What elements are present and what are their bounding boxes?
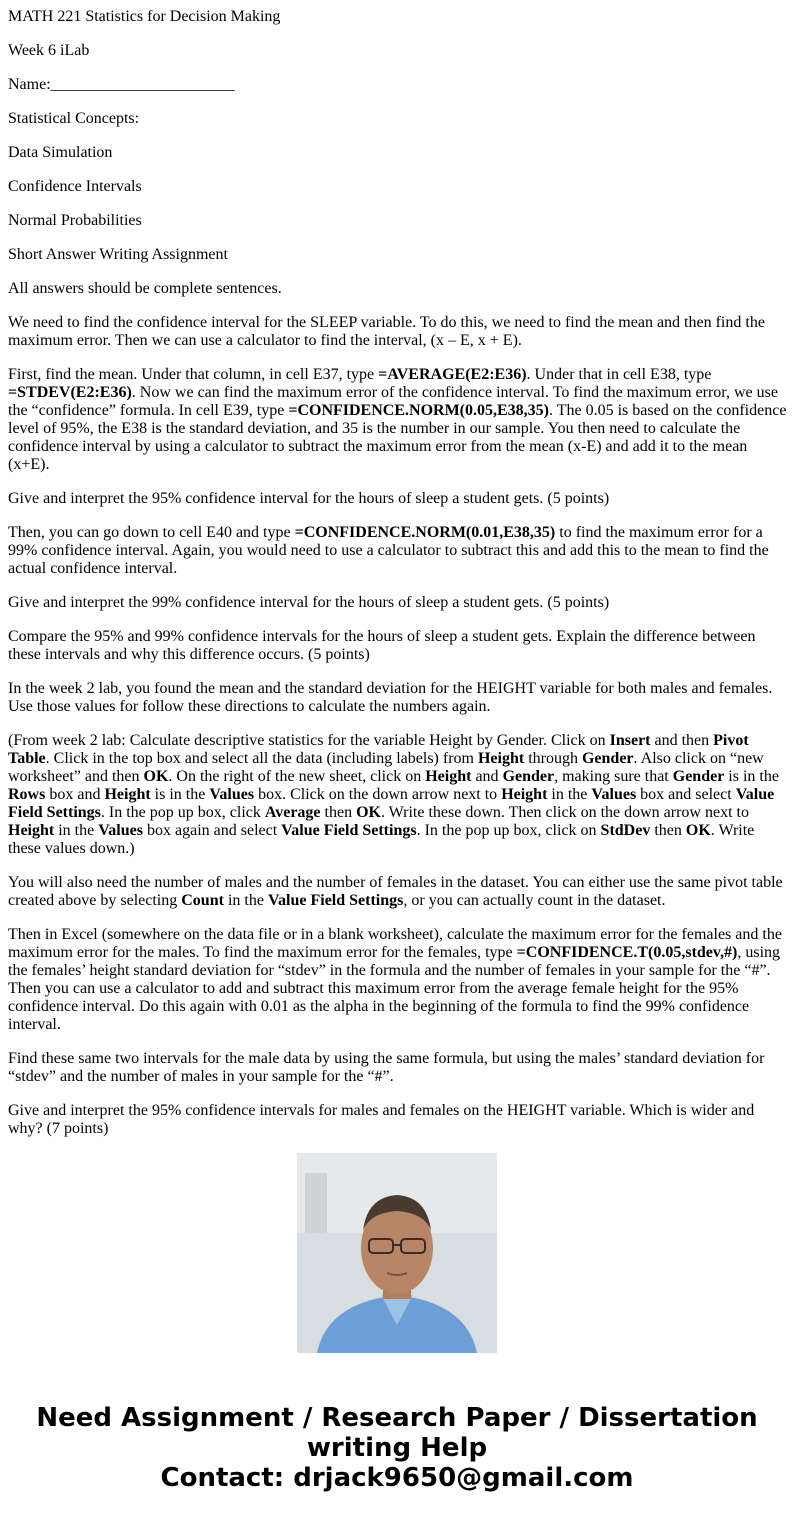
course-title: MATH 221 Statistics for Decision Making xyxy=(8,8,281,25)
bold-term: Values xyxy=(209,786,255,803)
text: box again and select xyxy=(142,822,282,839)
text: in the xyxy=(54,822,99,839)
text: box and select xyxy=(636,786,736,803)
promo-banner xyxy=(0,1403,794,1493)
bold-term: Value Field Settings xyxy=(8,786,775,821)
paragraph-week2: In the week 2 lab, you found the mean and the standard deviation for the HEIGHT variable for both males and females. Use those values for follow these directions to calculate the numbers again. xyxy=(8,680,773,715)
text: is in the xyxy=(724,768,779,785)
text: , using the females’ height standard deviation for “stdev” in the formula and the number of females in your sample for the “#”. Then you can use a calculator to add and subtract this maximum error from the average female height for the 95% confidence interval. Do this again with 0.01 as the alpha in the beginning of the formula to find the 99% confidence interval. xyxy=(8,944,781,1033)
bold-term: Height xyxy=(425,768,472,785)
question-compare: Compare the 95% and 99% confidence intervals for the hours of sleep a student gets. Explain the difference between these intervals and why this difference occurs. (5 points) xyxy=(8,628,756,663)
concept-item: Short Answer Writing Assignment xyxy=(8,246,228,263)
bold-term: Pivot Table xyxy=(8,732,749,767)
text: . In the pop up box, click on xyxy=(416,822,601,839)
concept-item: Data Simulation xyxy=(8,144,113,161)
bold-term: Value Field Settings xyxy=(281,822,417,839)
bold-term: OK xyxy=(356,804,381,821)
text: in the xyxy=(547,786,592,803)
formula: =CONFIDENCE.T(0.05,stdev,#) xyxy=(516,944,738,961)
promo-contact: Contact: drjack9650@gmail.com xyxy=(160,1463,634,1493)
formula: =AVERAGE(E2:E36) xyxy=(378,366,527,383)
text: . On the right of the new sheet, click on xyxy=(168,768,426,785)
text: and then xyxy=(650,732,714,749)
bold-term: Height xyxy=(8,822,55,839)
formula: =STDEV(E2:E36) xyxy=(8,384,132,401)
portrait-illustration xyxy=(297,1153,497,1353)
question-height: Give and interpret the 95% confidence intervals for males and females on the HEIGHT variable. Which is wider and why? (7 points) xyxy=(8,1102,755,1137)
bold-term: Count xyxy=(181,892,224,909)
bold-term: Gender xyxy=(672,768,725,785)
promo-line: writing Help xyxy=(306,1433,488,1463)
bold-term: Height xyxy=(501,786,548,803)
text: . Click in the top box and select all the data (including labels) from xyxy=(45,750,478,767)
text: . Under that in cell E38, type xyxy=(526,366,712,383)
concept-item: Confidence Intervals xyxy=(8,178,142,195)
text: then xyxy=(650,822,686,839)
bold-term: Gender xyxy=(502,768,555,785)
document-body xyxy=(8,0,787,1137)
text: You will also need the number of males and the number of females in the dataset. You can either use the same pivot table created above by selecting xyxy=(8,874,783,909)
text: , making sure that xyxy=(554,768,673,785)
bold-term: Values xyxy=(591,786,637,803)
author-avatar xyxy=(297,1153,497,1353)
paragraph-count xyxy=(8,874,787,910)
text: First, find the mean. Under that column, in cell E37, type xyxy=(8,366,379,383)
instruction-all-answers: All answers should be complete sentences. xyxy=(8,280,282,297)
bold-term: Value Field Settings xyxy=(267,892,404,909)
paragraph-intro: We need to find the confidence interval for the SLEEP variable. To do this, we need to find the mean and then find the maximum error. Then we can use a calculator to find the interval, (x – E, x + E). xyxy=(8,314,765,349)
bold-term: Insert xyxy=(609,732,651,749)
paragraph-male: Find these same two intervals for the male data by using the same formula, but using the males’ standard deviation for “stdev” and the number of males in your sample for the “#”. xyxy=(8,1050,765,1085)
text: in the xyxy=(223,892,268,909)
text: box and xyxy=(45,786,105,803)
text: . The 0.05 is based on the confidence level of 95%, the E38 is the standard deviation, and 35 is the number in our sample. You then need to calculate the confidence interval by using a calculator to subtract the maximum error from the mean (x-E) and add it to the mean (x+E). xyxy=(8,402,787,473)
text: is in the xyxy=(150,786,210,803)
bold-term: Values xyxy=(98,822,143,839)
question-99: Give and interpret the 99% confidence interval for the hours of sleep a student gets. (5 points) xyxy=(8,594,610,611)
bold-term: StdDev xyxy=(600,822,651,839)
bold-term: OK xyxy=(685,822,711,839)
formula: =CONFIDENCE.NORM(0.01,E38,35) xyxy=(294,524,556,541)
text: . Also click on “new worksheet” and then xyxy=(8,750,764,785)
bold-term: Height xyxy=(104,786,151,803)
bold-term: Rows xyxy=(8,786,46,803)
text: . Now we can find the maximum error of the confidence interval. To find the maximum error, we use the “confidence” formula. In cell E39, type xyxy=(8,384,778,419)
paragraph-then xyxy=(8,524,787,578)
formula: =CONFIDENCE.NORM(0.05,E38,35) xyxy=(288,402,549,419)
text: through xyxy=(524,750,582,767)
text: (From week 2 lab: Calculate descriptive statistics for the variable Height by Gender. Click on xyxy=(8,732,610,749)
text: Then in Excel (somewhere on the data file or in a blank worksheet), calculate the maximum error for the females and the maximum error for the males. To find the maximum error for the females, type xyxy=(8,926,782,961)
bold-term: Gender xyxy=(581,750,634,767)
paragraph-excel xyxy=(8,926,787,1034)
question-95: Give and interpret the 95% confidence interval for the hours of sleep a student gets. (5 points) xyxy=(8,490,610,507)
text: . Write these down. Then click on the down arrow next to xyxy=(380,804,749,821)
text: box. Click on the down arrow next to xyxy=(254,786,502,803)
text: , or you can actually count in the dataset. xyxy=(403,892,666,909)
text: . Write these values down.) xyxy=(8,822,755,857)
bold-term: OK xyxy=(143,768,169,785)
text: to find the maximum error for a 99% confidence interval. Again, you would need to use a calculator to subtract this and add this to the mean to find the actual confidence interval. xyxy=(8,524,769,577)
text: then xyxy=(320,804,357,821)
concepts-heading: Statistical Concepts: xyxy=(8,110,140,127)
name-line: Name:_______________________ xyxy=(8,76,235,93)
text: and xyxy=(471,768,503,785)
bold-term: Height xyxy=(477,750,525,767)
bold-term: Average xyxy=(264,804,321,821)
paragraph-pivot-instructions xyxy=(8,732,787,858)
concept-item: Normal Probabilities xyxy=(8,212,142,229)
text: Then, you can go down to cell E40 and type xyxy=(8,524,295,541)
paragraph-first xyxy=(8,366,787,474)
promo-line: Need Assignment / Research Paper / Dissertation xyxy=(36,1403,758,1433)
text: . In the pop up box, click xyxy=(100,804,265,821)
week-label: Week 6 iLab xyxy=(8,42,90,59)
